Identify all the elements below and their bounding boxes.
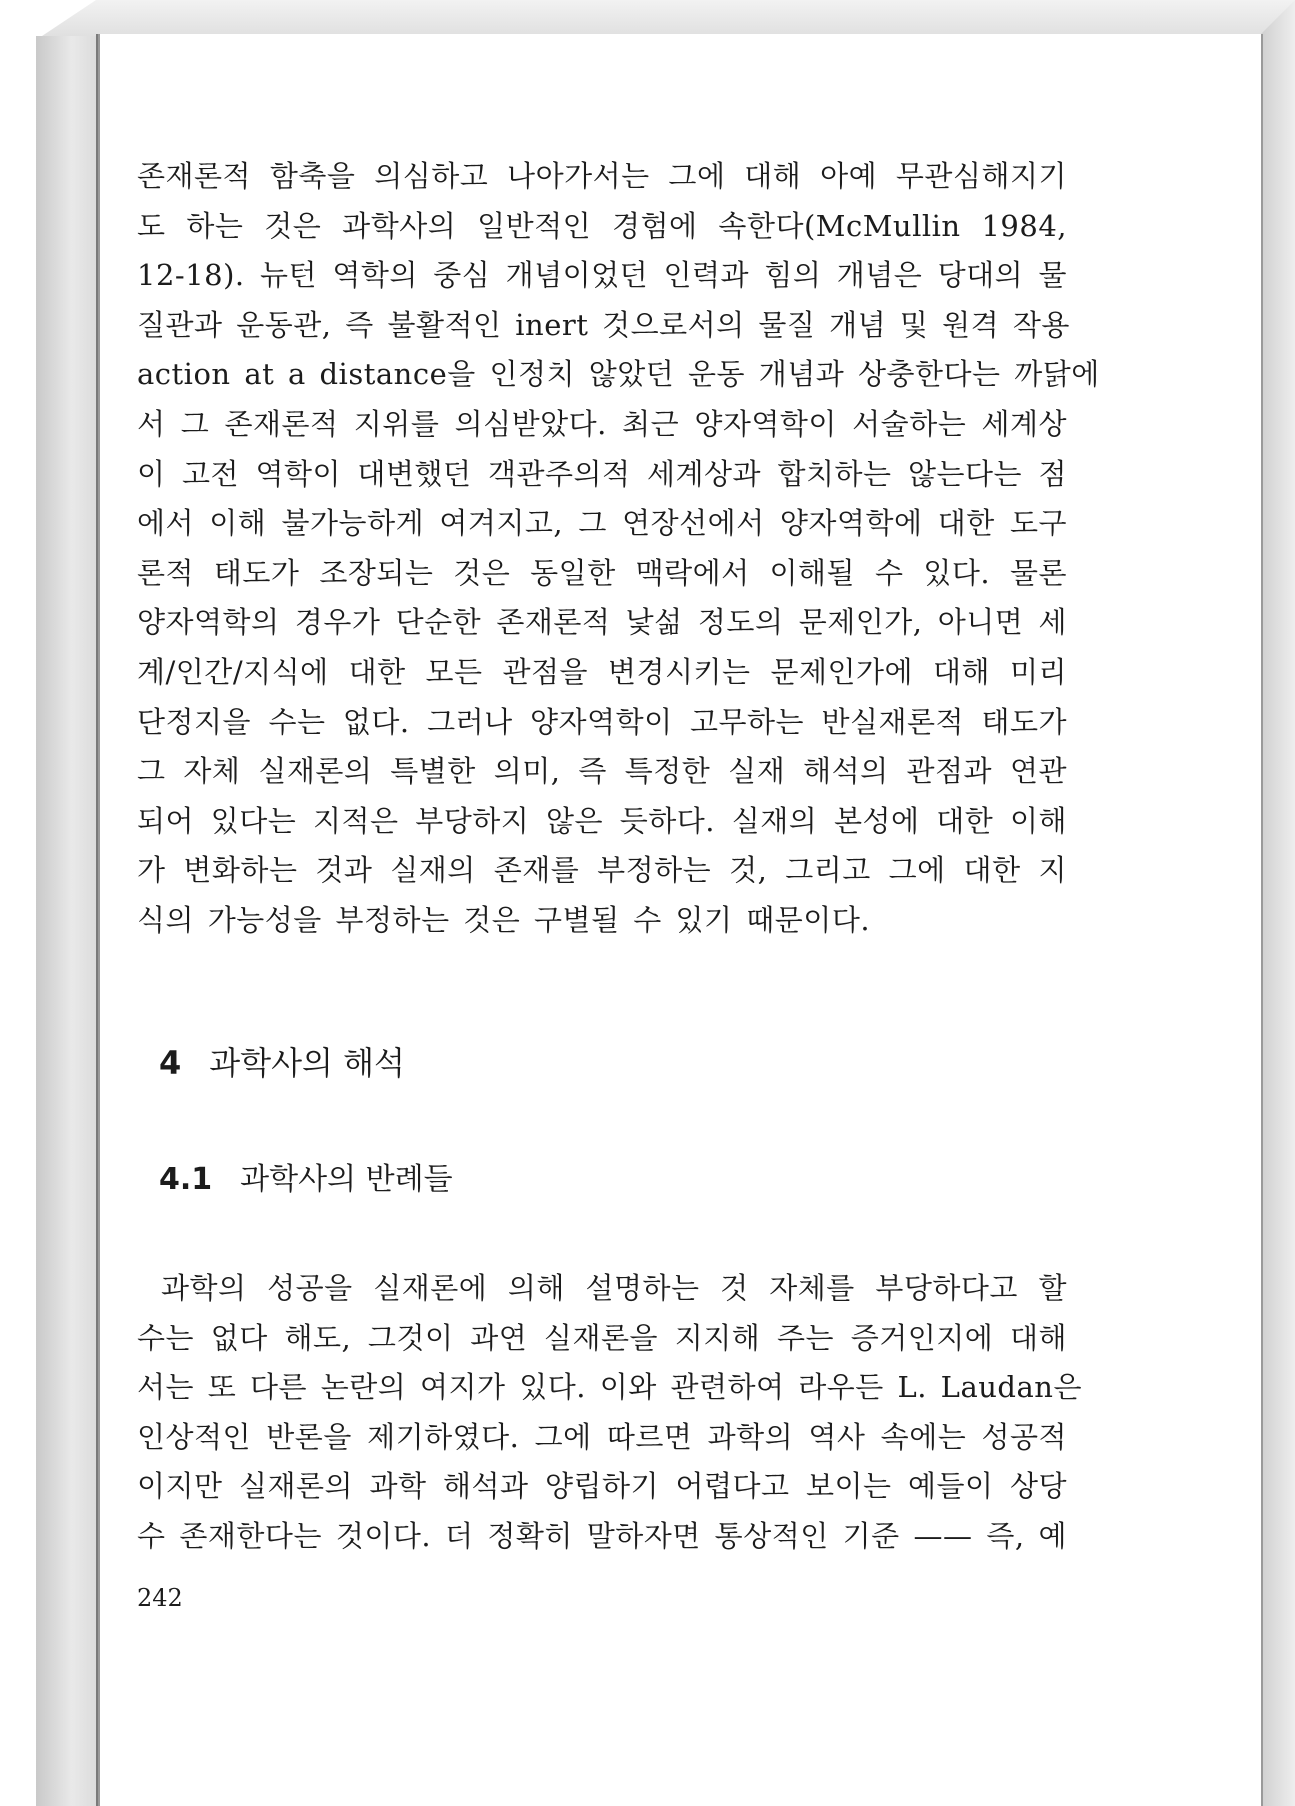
text-line: 가 변화하는 것과 실재의 존재를 부정하는 것, 그리고 그에 대한 지 — [137, 853, 1067, 888]
subsection-number: 4.1 — [159, 1162, 213, 1197]
book-right-edge — [1261, 0, 1295, 1806]
subsection-heading — [159, 1154, 453, 1198]
text-line: 질관과 운동관, 즉 불활적인 inert 것으로서의 물질 개념 및 원격 작용 — [137, 307, 1070, 342]
text-line: 양자역학의 경우가 단순한 존재론적 낯섦 정도의 문제인가, 아니면 세 — [137, 605, 1067, 640]
section-heading — [159, 1038, 405, 1084]
text-line: 되어 있다는 지적은 부당하지 않은 듯하다. 실재의 본성에 대한 이해 — [137, 803, 1067, 838]
subsection-title: 과학사의 반례들 — [240, 1162, 453, 1197]
text-line: 이 고전 역학이 대변했던 객관주의적 세계상과 합치하는 않는다는 점 — [137, 456, 1067, 491]
text-line: 서 그 존재론적 지위를 의심받았다. 최근 양자역학이 서술하는 세계상 — [137, 406, 1067, 441]
text-line: 인상적인 반론을 제기하였다. 그에 따르면 과학의 역사 속에는 성공적 — [137, 1419, 1067, 1454]
book-spine — [36, 36, 96, 1806]
text-line: 수는 없다 해도, 그것이 과연 실재론을 지지해 주는 증거인지에 대해 — [137, 1320, 1067, 1355]
text-line: action at a distance을 인정치 않았던 운동 개념과 상충한다는 까닭에 — [137, 357, 1100, 392]
text-line: 이지만 실재론의 과학 해석과 양립하기 어렵다고 보이는 예들이 상당 — [137, 1469, 1067, 1504]
text-line: 서는 또 다른 논란의 여지가 있다. 이와 관련하여 라우든 L. Laudan은 — [137, 1370, 1082, 1405]
text-line: 에서 이해 불가능하게 여겨지고, 그 연장선에서 양자역학에 대한 도구 — [137, 506, 1067, 541]
text-line: 단정지을 수는 없다. 그러나 양자역학이 고무하는 반실재론적 태도가 — [137, 704, 1067, 739]
text-line: 도 하는 것은 과학사의 일반적인 경험에 속한다(McMullin 1984, — [137, 208, 1067, 243]
paragraph-2 — [137, 1264, 1082, 1562]
text-line: 식의 가능성을 부정하는 것은 구별될 수 있기 때문이다. — [137, 902, 871, 937]
page-number: 242 — [137, 1584, 183, 1612]
text-line: 그 자체 실재론의 특별한 의미, 즉 특정한 실재 해석의 관점과 연관 — [137, 754, 1067, 789]
text-line: 수 존재한다는 것이다. 더 정확히 말하자면 통상적인 기준 —— 즉, 예 — [137, 1518, 1067, 1553]
text-line: 존재론적 함축을 의심하고 나아가서는 그에 대해 아예 무관심해지기 — [137, 159, 1067, 193]
text-line: 론적 태도가 조장되는 것은 동일한 맥락에서 이해될 수 있다. 물론 — [137, 555, 1067, 590]
text-line: 계/인간/지식에 대한 모든 관점을 변경시키는 문제인가에 대해 미리 — [137, 654, 1067, 689]
paragraph-1 — [137, 152, 1100, 946]
section-number: 4 — [159, 1044, 182, 1082]
text-line: 12-18). 뉴턴 역학의 중심 개념이었던 인력과 힘의 개념은 당대의 물 — [137, 258, 1067, 293]
text-line: 과학의 성공을 실재론에 의해 설명하는 것 자체를 부당하다고 할 — [161, 1271, 1067, 1305]
section-title: 과학사의 해석 — [209, 1044, 405, 1082]
